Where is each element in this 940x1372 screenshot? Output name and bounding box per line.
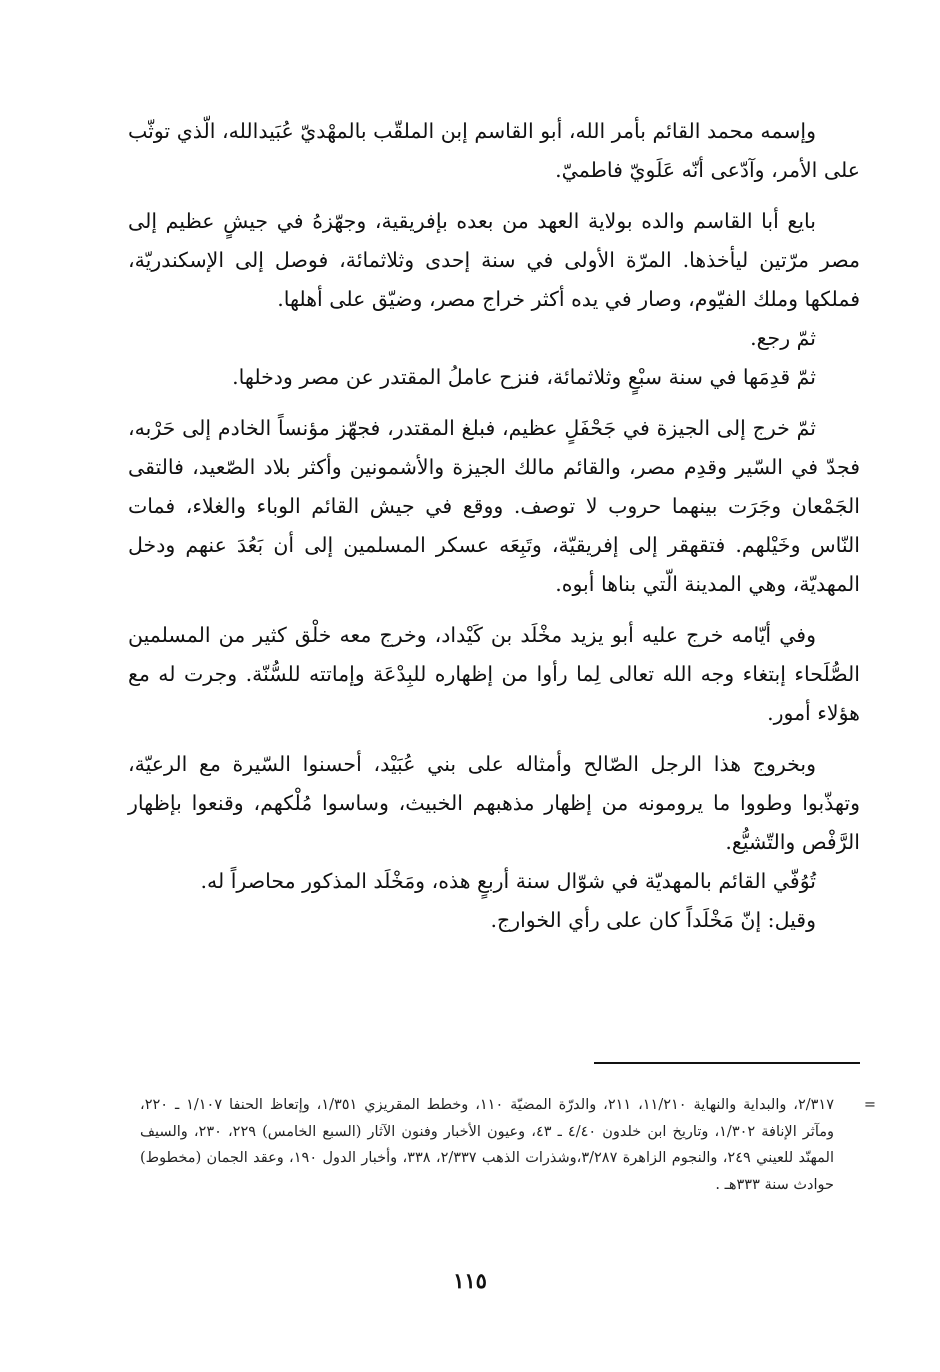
paragraph: ثمّ قدِمَها في سنة سبْعٍ وثلاثمائة، فنزح عاملُ المقتدر عن مصر ودخلها. — [232, 365, 816, 389]
page-number: ١١٥ — [453, 1268, 487, 1293]
paragraph: وإسمه محمد القائم بأمر الله، أبو القاسم إبن الملقّب بالمهْديّ عُبَيدالله، الّذي توثّب على الأمر، وآدّعى أنّه عَلَويّ فاطميّ. — [128, 119, 860, 182]
footnote — [140, 1092, 876, 1198]
paragraph: بايع أبا القاسم والده بولاية العهد من بعده بإفريقية، وجهّزهُ في جيشٍ عظيم إلى مصر مرّتين ليأخذها. المرّة الأولى في سنة إحدى وثلاثمائة، فوصل إلى الإسكندريّة، فملكها وملك الفيّوم، وصار في يده أكثر خراج مصر، وضيّق على أهلها. — [128, 209, 860, 311]
paragraph: وقيل: إنّ مَخْلَداً كان على رأي الخوارج. — [490, 908, 816, 932]
footnote-separator — [594, 1062, 860, 1064]
footnote-continuation-marker: = — [863, 1097, 876, 1113]
paragraph: وبخروج هذا الرجل الصّالح وأمثاله على بني عُبَيْد، أحسنوا السّيرة مع الرعيّة، وتهذّبوا وطووا ما يرومونه من إظهار مذهبهم الخبيث، وساسوا مُلْكهم، وقنعوا بإظهار الرَّفْص والتّشيُّع. — [128, 752, 860, 854]
footnote-text: ٢/٣١٧، والبداية والنهاية ١١/٢١٠، ٢١١، والدرّة المضيّة ١١٠، وخطط المقريزي ١/٣٥١، وإتعاظ الحنفا ١/١٠٧ ـ ٢٢٠، ومآثر الإنافة ١/٣٠٢، وتاريخ ابن خلدون ٤/٤٠ ـ ٤٣، وعيون الأخبار وفنون الآثار (السبع الخامس) ٢٢٩، ٢٣٠، والسيف المهنّد للعيني ٢٤٩، والنجوم الزاهرة ٣/٢٨٧،وشذرات الذهب ٢/٣٣٧، ٣٣٨، وأخبار الدول ١٩٠، وعقد الجمان (مخطوط) حوادث سنة ٣٣٣هـ . — [140, 1097, 835, 1193]
paragraph: ثمّ خرج إلى الجيزة في جَحْفَلٍ عظيم، فبلغ المقتدر، فجهّز مؤنساً الخادم إلى حَرْبه، فجدّ في السّير وقدِم مصر، والقائم مالك الجيزة والأشمونين وأكثر بلاد الصّعيد، فالتقى الجَمْعان وجَرَت بينهما حروب لا توصف. ووقع في جيش القائم الوباء والغلاء، فمات النّاس وخَيْلهم. فتقهقر إلى إفريقيّة، وتَبِعَه عسكر المسلمين إلى أن بَعُدَ عنهم ودخل المهديّة، وهي المدينة الّتي بناها أبوه. — [128, 416, 860, 596]
paragraph: ثمّ رجع. — [750, 326, 816, 350]
paragraph: تُوُفّي القائم بالمهديّة في شوّال سنة أربعٍ هذه، ومَخْلَد المذكور محاصراً له. — [200, 869, 816, 893]
paragraph: وفي أيّامه خرج عليه أبو يزيد مخْلَد بن كَيْداد، وخرج معه خلْق كثير من المسلمين الصُّلَحاء إبتغاء وجه الله تعالى لِما رأوا من إظهاره للبِدْعَة وإماتته للسُّنّة. وجرت له مع هؤلاء أمور. — [128, 623, 860, 725]
main-text-body — [128, 112, 860, 940]
